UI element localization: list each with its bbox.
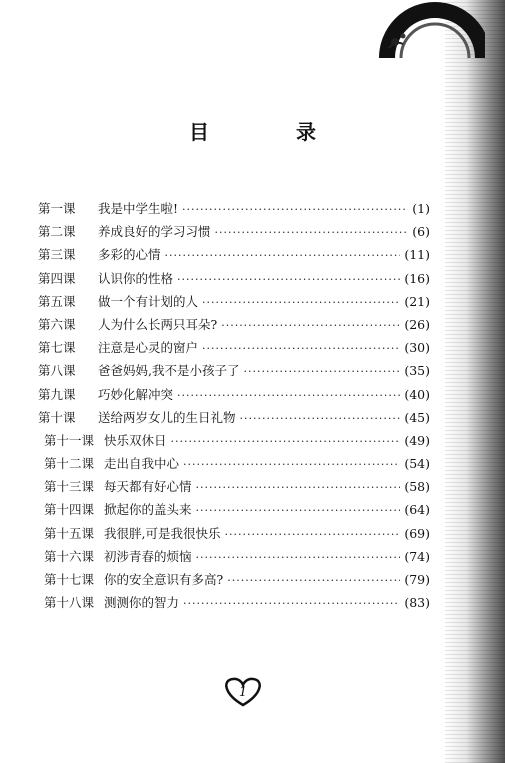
toc-lesson-title: 注意是心灵的窗户 bbox=[98, 340, 199, 356]
toc-leader-dots bbox=[165, 244, 401, 267]
toc-lesson-number: 第八课 bbox=[38, 363, 76, 379]
toc-entry bbox=[38, 406, 430, 429]
toc-leader-dots bbox=[182, 198, 408, 221]
toc-page-number: (26) bbox=[404, 316, 430, 332]
toc-lesson-number: 第九课 bbox=[38, 386, 76, 402]
toc-leader-dots bbox=[196, 546, 401, 569]
toc-entry bbox=[38, 336, 430, 359]
page-title: 目 录 bbox=[189, 120, 356, 144]
toc-lesson-number: 第十课 bbox=[38, 409, 76, 425]
toc-leader-dots bbox=[202, 291, 400, 314]
toc-lesson-number: 第一课 bbox=[38, 201, 76, 216]
toc-page-number: (21) bbox=[404, 293, 430, 309]
toc-lesson-title: 每天都有好心情 bbox=[104, 479, 192, 495]
toc-lesson-number: 第十一课 bbox=[44, 432, 95, 448]
toc-page-number: (45) bbox=[404, 409, 430, 425]
toc-leader-dots bbox=[196, 499, 401, 522]
toc-entry bbox=[38, 359, 430, 382]
toc-entry bbox=[38, 313, 430, 336]
toc-page-number: (35) bbox=[404, 363, 430, 379]
toc-page-number: (64) bbox=[404, 502, 430, 518]
toc-page-number: (79) bbox=[404, 572, 430, 587]
toc-lesson-number: 第二课 bbox=[38, 224, 76, 240]
toc-entry bbox=[38, 545, 430, 568]
toc-page-number: (11) bbox=[404, 247, 430, 263]
toc-entry bbox=[38, 452, 430, 475]
toc-page-number: (16) bbox=[404, 270, 430, 286]
toc-lesson-title: 测测你的智力 bbox=[104, 595, 180, 611]
toc-page-number: (69) bbox=[404, 525, 430, 541]
toc-lesson-title: 初涉青春的烦恼 bbox=[104, 548, 192, 564]
toc-leader-dots bbox=[177, 268, 400, 291]
toc-lesson-title: 走出自我中心 bbox=[104, 456, 180, 472]
toc-lesson-number: 第十三课 bbox=[44, 479, 95, 495]
toc-leader-dots bbox=[240, 407, 401, 430]
toc-leader-dots bbox=[183, 453, 400, 476]
toc-page-number: (74) bbox=[404, 548, 430, 564]
toc-leader-dots bbox=[224, 523, 400, 546]
table-of-contents bbox=[38, 197, 430, 614]
toc-lesson-title: 快乐双休日 bbox=[104, 432, 167, 448]
toc-entry bbox=[38, 429, 430, 452]
toc-leader-dots bbox=[196, 476, 401, 499]
toc-leader-dots bbox=[183, 592, 400, 615]
toc-lesson-title: 巧妙化解冲突 bbox=[98, 386, 174, 402]
toc-leader-dots bbox=[171, 430, 401, 453]
toc-page-number: (30) bbox=[404, 340, 430, 356]
toc-lesson-number: 第十六课 bbox=[44, 548, 95, 564]
toc-lesson-title: 你的安全意识有多高? bbox=[104, 572, 224, 587]
toc-lesson-number: 第十二课 bbox=[44, 456, 95, 472]
toc-page-number: (58) bbox=[404, 479, 430, 495]
toc-page-number: (54) bbox=[404, 456, 430, 472]
toc-page-number: (1) bbox=[412, 201, 430, 216]
scanned-page-edge bbox=[445, 0, 505, 763]
toc-lesson-number: 第十七课 bbox=[44, 572, 95, 587]
toc-entry bbox=[38, 591, 430, 614]
toc-lesson-title: 做一个有计划的人 bbox=[98, 293, 199, 309]
toc-lesson-title: 送给两岁女儿的生日礼物 bbox=[98, 409, 236, 425]
page-number-heart bbox=[218, 674, 268, 708]
toc-lesson-title: 人为什么长两只耳朵? bbox=[98, 316, 218, 332]
toc-lesson-title: 认识你的性格 bbox=[98, 270, 174, 286]
toc-lesson-title: 掀起你的盖头来 bbox=[104, 502, 192, 518]
toc-entry bbox=[38, 522, 430, 545]
toc-entry bbox=[38, 383, 430, 406]
toc-lesson-number: 第七课 bbox=[38, 340, 76, 356]
toc-lesson-title: 爸爸妈妈,我不是小孩子了 bbox=[98, 363, 240, 379]
toc-leader-dots bbox=[177, 384, 400, 407]
toc-lesson-number: 第三课 bbox=[38, 247, 76, 263]
toc-entry bbox=[38, 475, 430, 498]
toc-lesson-number: 第六课 bbox=[38, 316, 76, 332]
toc-lesson-number: 第五课 bbox=[38, 293, 76, 309]
toc-leader-dots bbox=[215, 221, 409, 244]
corner-decoration-icon bbox=[375, 0, 485, 60]
toc-page-number: (6) bbox=[412, 224, 430, 240]
toc-entry bbox=[38, 220, 430, 243]
toc-lesson-number: 第四课 bbox=[38, 270, 76, 286]
toc-leader-dots bbox=[243, 360, 400, 383]
page-number: 1 bbox=[238, 685, 248, 700]
toc-lesson-number: 第十四课 bbox=[44, 502, 95, 518]
toc-entry bbox=[38, 568, 430, 591]
toc-entry bbox=[38, 243, 430, 266]
toc-page-number: (40) bbox=[404, 386, 430, 402]
toc-page-number: (49) bbox=[404, 432, 430, 448]
toc-leader-dots bbox=[227, 569, 400, 592]
toc-entry bbox=[38, 290, 430, 313]
toc-lesson-number: 第十八课 bbox=[44, 595, 95, 611]
toc-lesson-title: 我是中学生啦! bbox=[98, 201, 179, 216]
toc-lesson-number: 第十五课 bbox=[44, 525, 95, 541]
toc-lesson-title: 养成良好的学习习惯 bbox=[98, 224, 211, 240]
toc-entry bbox=[38, 267, 430, 290]
toc-entry bbox=[38, 498, 430, 521]
toc-lesson-title: 我很胖,可是我很快乐 bbox=[104, 525, 221, 541]
toc-page-number: (83) bbox=[404, 595, 430, 611]
toc-leader-dots bbox=[221, 314, 400, 337]
toc-entry bbox=[38, 197, 430, 220]
toc-lesson-title: 多彩的心情 bbox=[98, 247, 161, 263]
toc-leader-dots bbox=[202, 337, 400, 360]
